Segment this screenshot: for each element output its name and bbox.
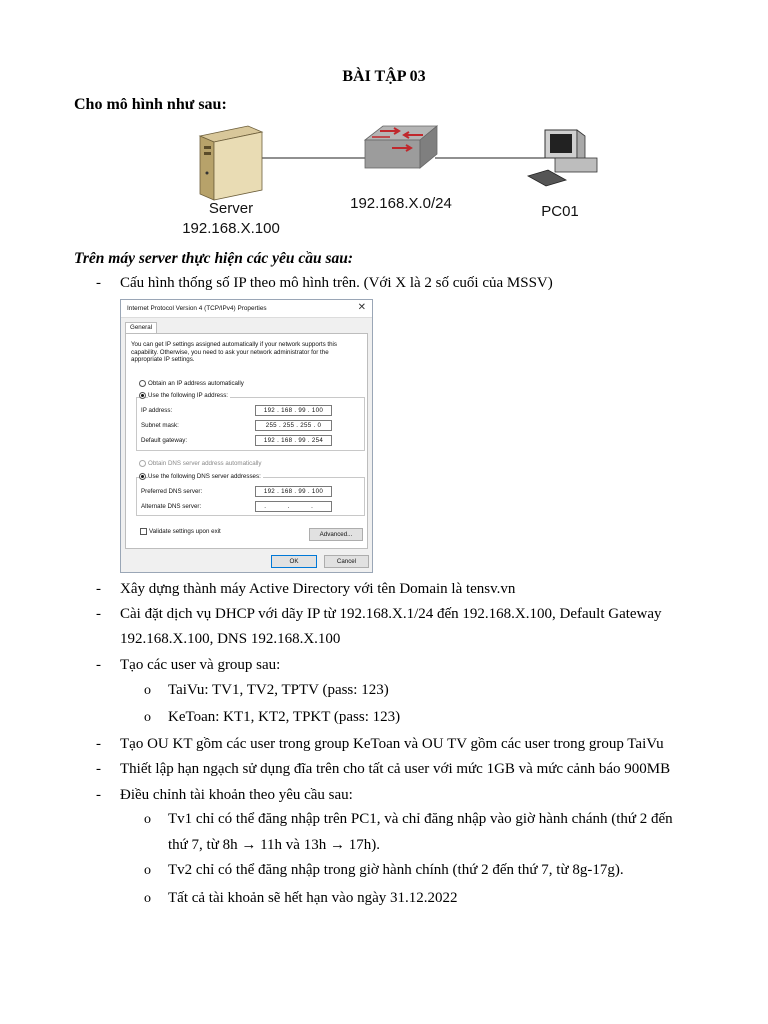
alternate-dns-label: Alternate DNS server: bbox=[141, 503, 202, 510]
tab-general-label: General bbox=[130, 324, 153, 331]
use-ip-label: Use the following IP address: bbox=[148, 392, 229, 399]
dash-bullet: - bbox=[96, 761, 101, 777]
advanced-button[interactable]: Advanced... bbox=[309, 528, 363, 541]
pc-label: PC01 bbox=[541, 203, 579, 220]
intro-text: Cho mô hình như sau: bbox=[74, 96, 227, 113]
validate-checkbox[interactable] bbox=[140, 528, 147, 535]
item-group-ketoan: KeToan: KT1, KT2, TPKT (pass: 123) bbox=[168, 709, 401, 725]
item-dhcp-cont: 192.168.X.100, DNS 192.168.X.100 bbox=[120, 631, 341, 647]
server-ip-label: 192.168.X.100 bbox=[182, 220, 280, 237]
dash-bullet: - bbox=[96, 606, 101, 622]
item-ip-config: Cấu hình thống số IP theo mô hình trên. (Với X là 2 số cuối của MSSV) bbox=[120, 275, 553, 291]
item-group-taivu: TaiVu: TV1, TV2, TPTV (pass: 123) bbox=[168, 682, 389, 698]
network-diagram bbox=[0, 118, 768, 248]
item-tv1-logon: Tv1 chỉ có thể đăng nhập trên PC1, và chỉ đăng nhập vào giờ hành chánh (thứ 2 đến bbox=[168, 811, 673, 827]
network-label: 192.168.X.0/24 bbox=[350, 195, 452, 212]
subnet-mask-label: Subnet mask: bbox=[141, 422, 179, 429]
preferred-dns-label: Preferred DNS server: bbox=[141, 488, 203, 495]
item-tv1-logon-cont: thứ 7, từ 8h → 11h và 13h → 17h). bbox=[168, 837, 380, 853]
exercise-title: BÀI TẬP 03 bbox=[342, 68, 426, 85]
circle-bullet: o bbox=[144, 812, 151, 827]
validate-label: Validate settings upon exit bbox=[149, 528, 221, 535]
cancel-button[interactable]: Cancel bbox=[324, 555, 369, 568]
circle-bullet: o bbox=[144, 710, 151, 725]
server-label: Server bbox=[208, 200, 254, 217]
dialog-description: You can get IP settings assigned automatically if your network supports this capability. Otherwise, you need to ask your network administrator for the appropriate IP settings. bbox=[131, 341, 338, 363]
circle-bullet: o bbox=[144, 683, 151, 698]
circle-bullet: o bbox=[144, 891, 151, 906]
dash-bullet: - bbox=[96, 275, 101, 291]
obtain-ip-label: Obtain an IP address automatically bbox=[148, 380, 244, 387]
item-create-ou: Tạo OU KT gồm các user trong group KeToan và OU TV gồm các user trong group TaiVu bbox=[120, 736, 664, 752]
use-dns-label: Use the following DNS server addresses: bbox=[148, 473, 261, 480]
preferred-dns-field[interactable]: 192 . 168 . 99 . 100 bbox=[255, 486, 332, 497]
dialog-titlebar bbox=[121, 300, 372, 318]
section-heading: Trên máy server thực hiện các yêu cầu sau: bbox=[74, 250, 354, 267]
radio-use-dns[interactable] bbox=[139, 473, 146, 480]
dash-bullet: - bbox=[96, 736, 101, 752]
ip-address-label: IP address: bbox=[141, 407, 173, 414]
dash-bullet: - bbox=[96, 787, 101, 803]
gateway-field[interactable]: 192 . 168 . 99 . 254 bbox=[255, 435, 332, 446]
item-dhcp: Cài đặt dịch vụ DHCP với dãy IP từ 192.168.X.1/24 đến 192.168.X.100, Default Gateway bbox=[120, 606, 662, 622]
ip-address-field[interactable]: 192 . 168 . 99 . 100 bbox=[255, 405, 332, 416]
dialog-title: Internet Protocol Version 4 (TCP/IPv4) Properties bbox=[127, 305, 267, 312]
server-icon bbox=[200, 126, 262, 200]
item-disk-quota: Thiết lập hạn ngạch sử dụng đĩa trên cho tất cả user với mức 1GB và mức cảnh báo 900MB bbox=[120, 761, 671, 777]
item-tv2-logon: Tv2 chỉ có thể đăng nhập trong giờ hành chính (thứ 2 đến thứ 7, từ 8g-17g). bbox=[168, 862, 624, 878]
item-account-expiry: Tất cả tài khoản sẽ hết hạn vào ngày 31.12.2022 bbox=[168, 890, 458, 906]
switch-icon bbox=[365, 126, 437, 168]
obtain-dns-label: Obtain DNS server address automatically bbox=[148, 460, 262, 467]
alternate-dns-field[interactable]: . . . bbox=[255, 501, 332, 512]
radio-obtain-ip[interactable] bbox=[139, 380, 146, 387]
dash-bullet: - bbox=[96, 657, 101, 673]
gateway-label: Default gateway: bbox=[141, 437, 188, 444]
subnet-mask-field[interactable]: 255 . 255 . 255 . 0 bbox=[255, 420, 332, 431]
ipv4-properties-dialog bbox=[120, 299, 373, 573]
tab-general[interactable] bbox=[125, 322, 157, 333]
ok-button[interactable]: OK bbox=[271, 555, 317, 568]
item-active-directory: Xây dựng thành máy Active Directory với tên Domain là tensv.vn bbox=[120, 581, 516, 597]
radio-use-ip[interactable] bbox=[139, 392, 146, 399]
radio-obtain-dns[interactable] bbox=[139, 460, 146, 467]
item-create-users: Tạo các user và group sau: bbox=[120, 657, 281, 673]
close-icon[interactable]: ✕ bbox=[357, 302, 366, 313]
dash-bullet: - bbox=[96, 581, 101, 597]
circle-bullet: o bbox=[144, 863, 151, 878]
item-account-settings: Điều chỉnh tài khoản theo yêu cầu sau: bbox=[120, 787, 353, 803]
